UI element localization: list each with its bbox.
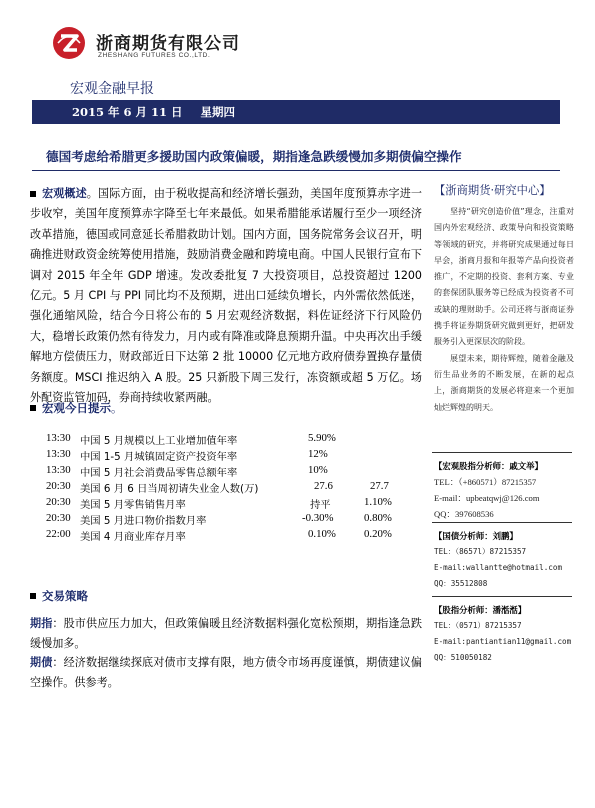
headline: 德国考虑给希腊更多援助国内政策偏暖，期指逢急跌缓慢加多期债偏空操作 (46, 149, 462, 164)
sidebar-divider (432, 522, 572, 523)
calendar-event: 美国 6 月 6 日当周初请失业金人数(万) (80, 483, 259, 495)
calendar-value-1: 12% (308, 448, 328, 460)
report-title: 宏观金融早报 (70, 81, 154, 97)
calendar-list (46, 432, 426, 572)
analyst-heading: 【国债分析师：刘鹏】 (434, 531, 518, 541)
macro-overview (30, 184, 422, 408)
calendar-value-2: 0.80% (364, 512, 392, 524)
calendar-value-2: 27.7 (370, 480, 389, 492)
calendar-time: 13:30 (46, 448, 71, 460)
calendar-value-1: 27.6 (314, 480, 333, 492)
strategy-key: 期债 (30, 656, 53, 670)
analyst-tel: TEL：（8657l）87215357 (434, 547, 527, 556)
strategy-section-head (30, 588, 88, 604)
calendar-title: 宏观今日提示 (42, 401, 111, 415)
sidebar-divider (432, 596, 572, 597)
calendar-value-1: 10% (308, 464, 328, 476)
strategy-body (30, 614, 422, 692)
calendar-value-2: 0.20% (364, 528, 392, 540)
calendar-value-1: 0.10% (308, 528, 336, 540)
sidebar-outro (434, 351, 574, 416)
header-divider (32, 170, 560, 171)
sidebar-intro (434, 204, 574, 351)
analyst-card (434, 458, 574, 522)
calendar-event: 美国 5 月零售销售月率 (80, 499, 186, 511)
analyst-qq: QQ：397608536 (434, 509, 494, 519)
calendar-value-1: 持平 (310, 499, 331, 511)
overview-paragraph (30, 184, 422, 408)
weekday-value: 星期四 (200, 105, 236, 119)
sidebar-intro-text: 坚持“研究创造价值”理念，注重对国内外宏观经济、政策导向和投资策略等领域的研究，并将研究成果通过每日早会，浙商月报和年报等产品向投资者推广，不定期的投资、套利方案、专业的套保团队服务等已经成为投资者不可或缺的理财助手。公司还将与浙商证券携手将证券期货研究做到更好，把研发服务引入更深层次的阶段。 (434, 207, 574, 347)
strategy-text: ：经济数据继续探底对债市支撑有限，地方债令市场再度谨慎，期债建议偏空操作。供参考。 (30, 656, 422, 689)
analyst-tel: TEL：（+860571）87215357 (434, 477, 537, 487)
report-date (72, 104, 249, 120)
calendar-section-head (30, 400, 123, 416)
calendar-time: 20:30 (46, 480, 71, 492)
date-bar (32, 100, 560, 124)
calendar-event: 中国 1-5 月城镇固定资产投资年率 (80, 451, 238, 463)
strategy-text: ：股市供应压力加大，但政策偏暖且经济数据料强化宽松预期，期指逢急跌缓慢加多。 (30, 617, 422, 650)
calendar-value-1: -0.30% (302, 512, 334, 524)
calendar-event: 中国 5 月规模以上工业增加值年率 (80, 435, 238, 447)
calendar-time: 22:00 (46, 528, 71, 540)
calendar-time: 20:30 (46, 496, 71, 508)
analyst-qq: QQ：510050182 (434, 653, 492, 662)
analyst-card (434, 602, 574, 666)
sidebar-outro-text: 展望未来，期待辉煌，随着金融及衍生品业务的不断发展，在新的起点上，浙商期货的发展必将迎来一个更加灿烂辉煌的明天。 (434, 353, 574, 412)
strategy-key: 期指 (30, 617, 53, 630)
analyst-qq: QQ：35512808 (434, 579, 488, 588)
date-value: 2015 年 6 月 11 日 (72, 105, 183, 119)
analyst-email[interactable]: E-mail:pantiantian11@gmail.com (434, 637, 572, 646)
analyst-email[interactable]: E-mail：upbeatqwj@126.com (434, 493, 540, 503)
calendar-value-1: 5.90% (308, 432, 336, 444)
analyst-card (434, 528, 574, 592)
analyst-heading: 【宏观股指分析师：戚文举】 (434, 461, 543, 471)
strategy-item-futures (30, 614, 422, 653)
strategy-item-bonds (30, 653, 422, 692)
company-logo-icon (52, 26, 86, 60)
calendar-time: 13:30 (46, 464, 71, 476)
company-name-en: ZHESHANG FUTURES CO.,LTD. (98, 52, 211, 59)
sidebar-divider (432, 452, 572, 453)
analyst-email[interactable]: E-mail:wallantte@hotmail.com (434, 563, 563, 572)
bullet-icon (30, 593, 36, 599)
company-name-cn: 浙商期货有限公司 (96, 34, 240, 54)
calendar-event: 中国 5 月社会消费品零售总额年率 (80, 467, 238, 479)
analyst-tel: TEL：（0571）87215357 (434, 621, 522, 630)
calendar-value-2: 1.10% (364, 496, 392, 508)
calendar-time: 13:30 (46, 432, 71, 444)
sidebar-heading: 【浙商期货·研究中心】 (434, 184, 551, 197)
calendar-time: 20:30 (46, 512, 71, 524)
research-center-sidebar (434, 182, 574, 416)
calendar-event: 美国 5 月进口物价指数月率 (80, 515, 207, 527)
overview-body: 。国际方面，由于税收提高和经济增长强劲，美国年度预算赤字进一步收窄，美国年度预算赤字降至七年来最低。如果希腊能承诺履行至少一项经济改革措施，德国或同意延长希腊救助计划。国内方面，国务院常务会议召开，明确推进财政资金统筹使用措施，鼓励消费金融和跨境电商。中国人民银行宣布下调对 2015 年全年 GDP 增速。发改委批复 7 大投资项目，总投资超过 1200 亿元。5 月 CPI 与 PPI 同比均不及预期，进出口延续负增长，内外需依然低迷，强化通缩风险，结合今日将公布的 5 月宏观经济数据，料佐证经济下行风险仍大，稳增长政策仍然有待发力，月内或有降准或降息预期升温。中央再次出手缓解地方偿债压力，财政部近日下达第 2 批 10000 亿元地方政府债券置换存量债务额度。MSCI 推迟纳入 A 股。25 只新股下周三发行，冻资额或超 5 万亿。场外配资监管加码，券商持续收紧两融。 (30, 187, 422, 405)
analyst-heading: 【股指分析师：潘湉湉】 (434, 605, 527, 615)
overview-lead: 宏观概述 (42, 187, 87, 200)
calendar-event: 美国 4 月商业库存月率 (80, 531, 186, 543)
bullet-icon (30, 405, 36, 411)
calendar-title-suffix: 。 (111, 401, 123, 415)
strategy-title: 交易策略 (42, 589, 88, 603)
bullet-icon (30, 191, 36, 197)
